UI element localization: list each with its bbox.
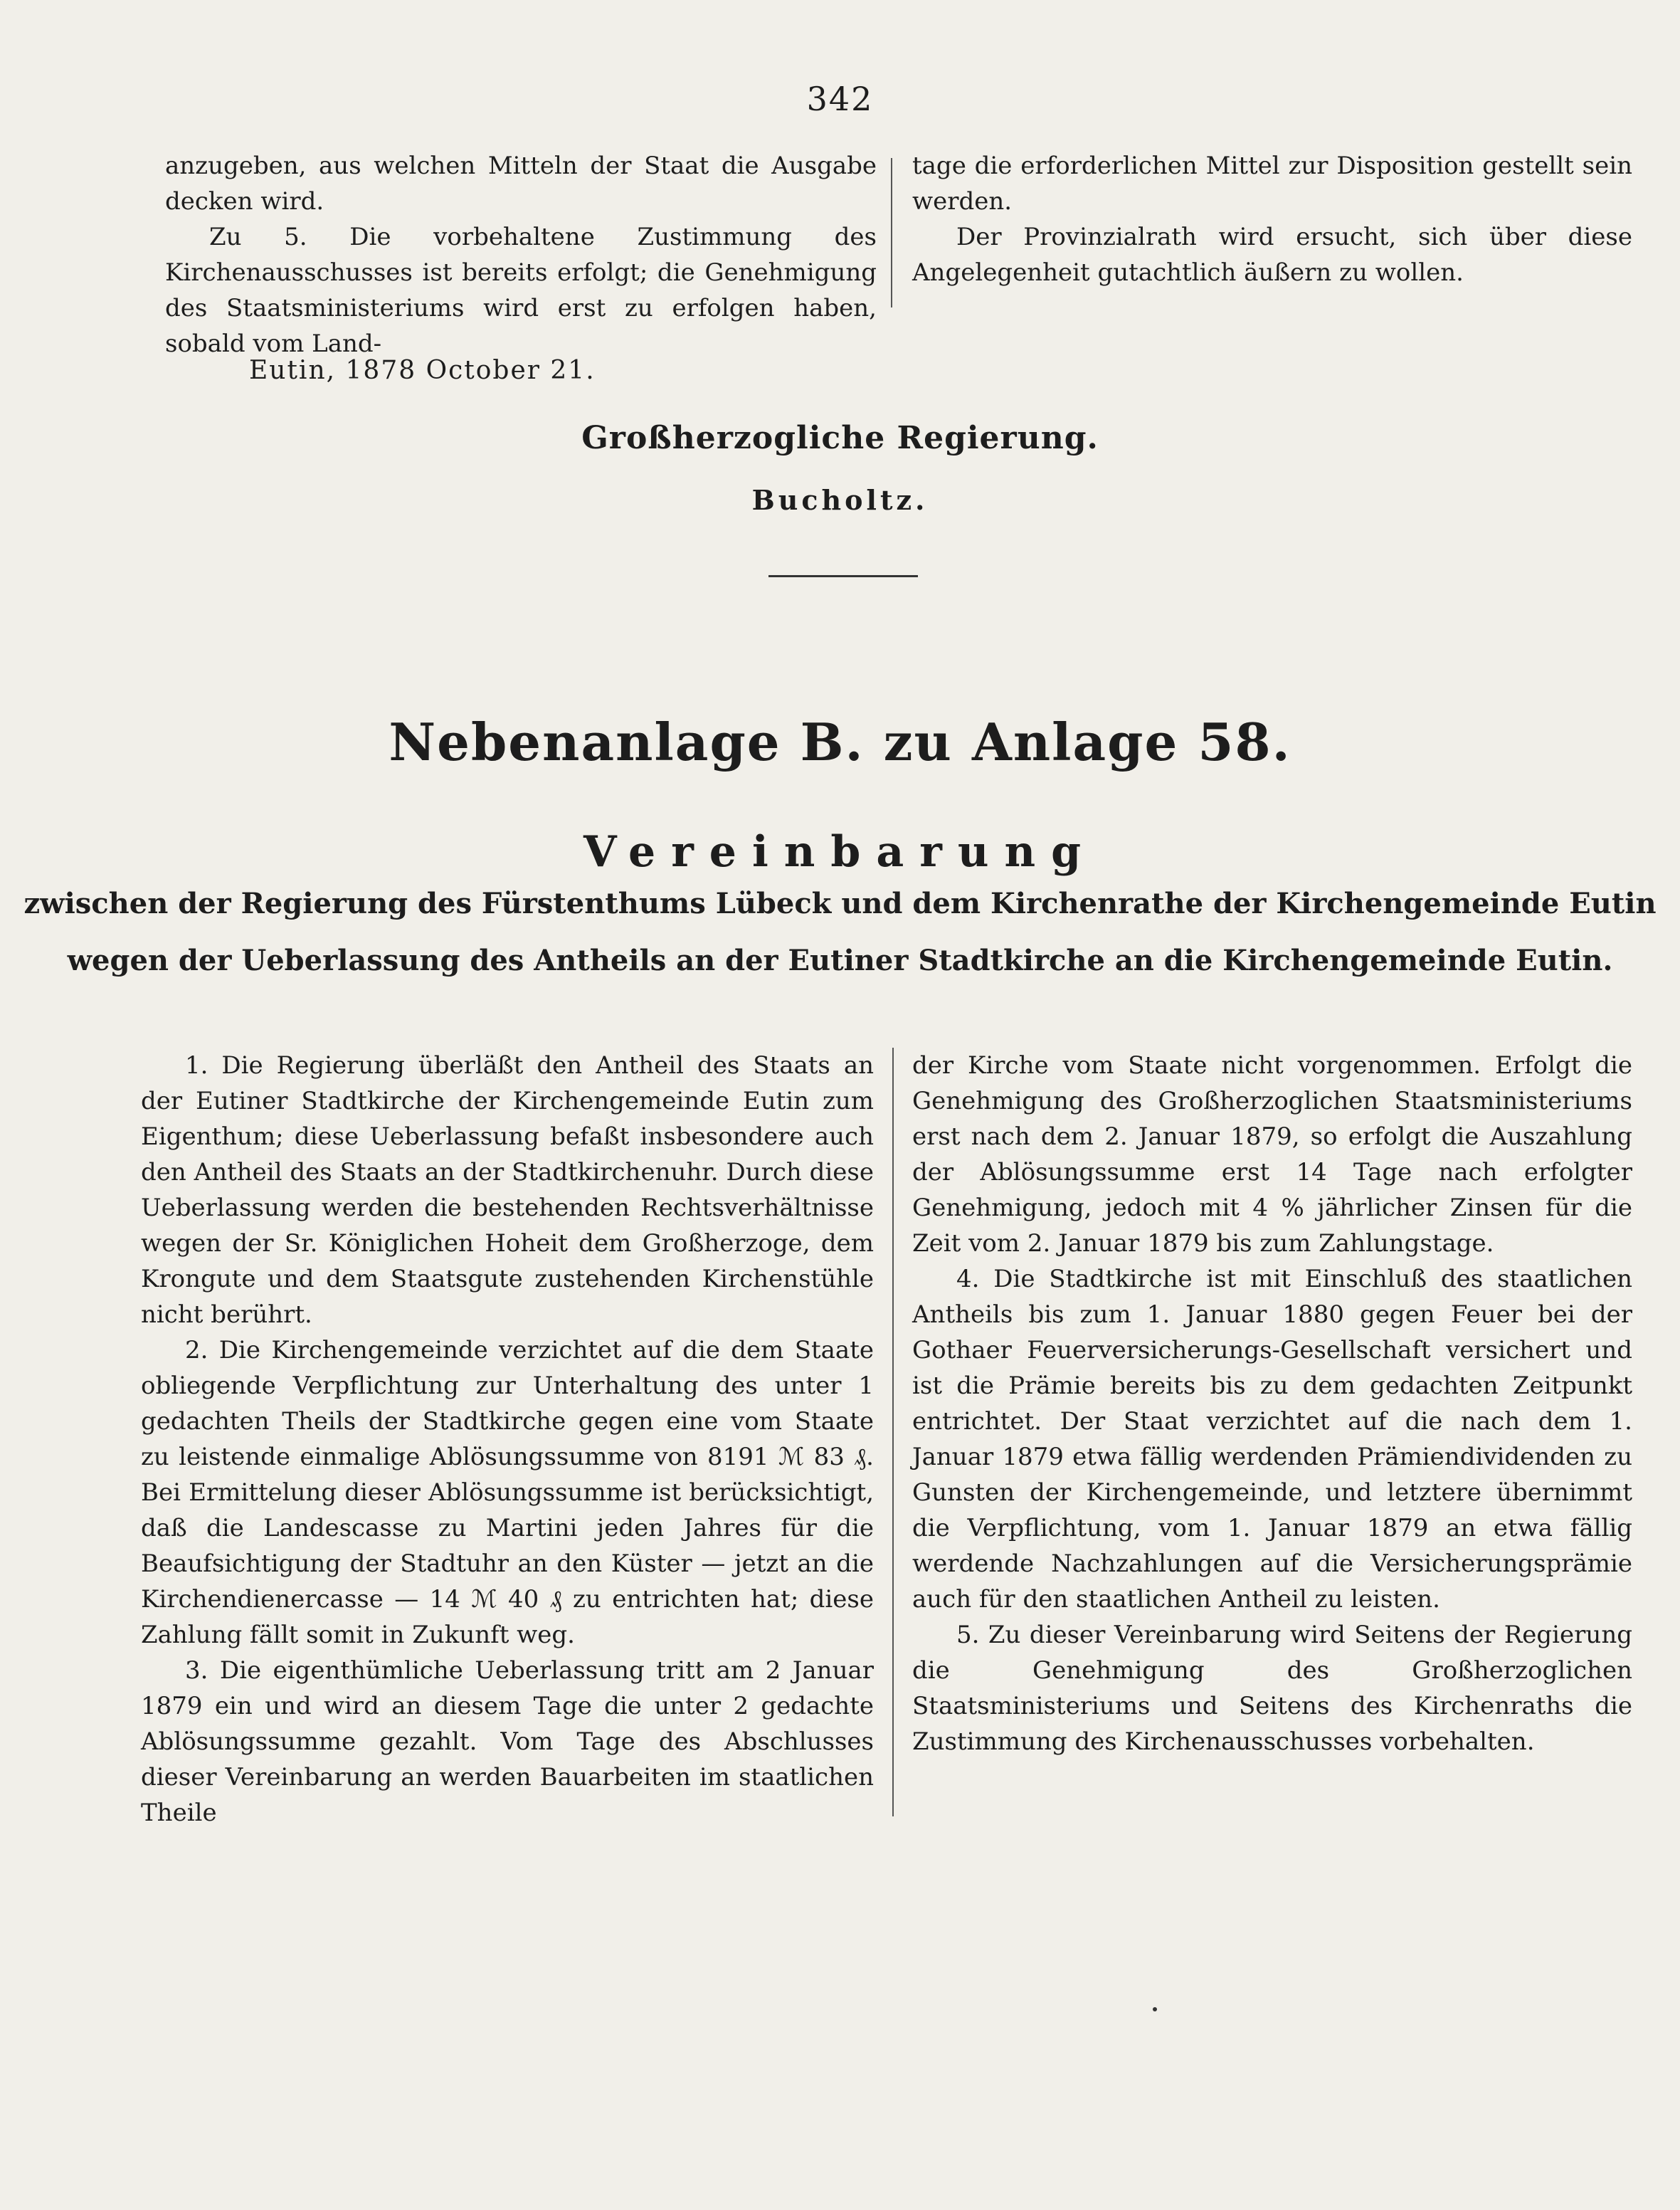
clause-paragraph: 4. Die Stadtkirche ist mit Einschluß des staatlichen Antheils bis zum 1. Januar 1880 gegen Feuer bei der Gothaer Feuerversicherungs-Gesellschaft versichert und ist die Prämie bereits bis zu dem gedachten Zeitpunkt entrichtet. Der Staat verzichtet auf die nach dem 1. Januar 1879 etwa fällig werdenden Prämiendividenden zu Gunsten der Kirchengemeinde, und letztere übernimmt die Verpflichtung, vom 1. Januar 1879 an etwa fällig werdende Nachzahlungen auf die Versicherungsprämie auch für den staatlichen Antheil zu leisten. [912,1265,1632,1614]
paragraph: Zu 5. Die vorbehaltene Zustimmung des Kirchenausschusses ist bereits erfolgt; die Genehmigung des Staatsministeriums wird erst zu erfolgen haben, sobald vom Land- [165,223,877,358]
annex-title: Nebenanlage B. zu Anlage 58. [389,712,1291,772]
clause-paragraph: 3. Die eigenthümliche Ueberlassung tritt am 2 Januar 1879 ein und wird an diesem Tage die unter 2 gedachte Ablösungssumme gezahlt. Vom Tage des Abschlusses dieser Vereinbarung an werden Bauarbeiten im staatlichen Theile [141,1656,874,1827]
body-left-column [141,1048,874,1831]
separator-rule [768,575,918,577]
column-divider [892,1048,894,1816]
clause-paragraph: 5. Zu dieser Vereinbarung wird Seitens der Regierung die Genehmigung des Großherzoglichen Staatsministeriums und Seitens des Kirchenraths die Zustimmung des Kirchenausschusses vorbehalten. [912,1621,1632,1756]
body-right-column [912,1048,1632,1759]
agreement-subtitle: zwischen der Regierung des Fürstenthums Lübeck und dem Kirchenrathe der Kirchengemeinde Eutin [23,887,1657,920]
paragraph: Der Provinzialrath wird ersucht, sich über diese Angelegenheit gutachtlich äußern zu wollen. [912,223,1632,287]
footer-mark [1153,2007,1157,2011]
agreement-subtitle: wegen der Ueberlassung des Antheils an der Eutiner Stadtkirche an die Kirchengemeinde Eutin. [67,944,1613,977]
page-number: 342 [806,80,874,118]
signature: Bucholtz. [751,484,929,516]
paragraph: anzugeben, aus welchen Mitteln der Staat die Ausgabe decken wird. [165,152,877,216]
place-date: Eutin, 1878 October 21. [249,356,596,385]
top-right-column [912,148,1632,290]
clause-paragraph: 2. Die Kirchengemeinde verzichtet auf die dem Staate obliegende Verpflichtung zur Unterhaltung des unter 1 gedachten Theils der Stadtkirche gegen eine vom Staate zu leistende einmalige Ablösungssumme von 8191 ℳ 83 ₰. Bei Ermittelung dieser Ablösungssumme ist berücksichtigt, daß die Landescasse zu Martini jeden Jahres für die Beaufsichtigung der Stadtuhr an den Küster — jetzt an die Kirchendienercasse — 14 ℳ 40 ₰ zu entrichten hat; diese Zahlung fällt somit in Zukunft weg. [141,1336,874,1649]
clause-paragraph: 1. Die Regierung überläßt den Antheil des Staats an der Eutiner Stadtkirche der Kirchengemeinde Eutin zum Eigenthum; diese Ueberlassung befaßt insbesondere auch den Antheil des Staats an der Stadtkirchenuhr. Durch diese Ueberlassung werden die bestehenden Rechtsverhältnisse wegen der Sr. Königlichen Hoheit dem Großherzoge, dem Krongute und dem Staatsgute zustehenden Kirchenstühle nicht berührt. [141,1051,874,1329]
paragraph: tage die erforderlichen Mittel zur Disposition gestellt sein werden. [912,152,1632,216]
issuing-authority: Großherzogliche Regierung. [581,420,1099,456]
top-left-column [165,148,877,362]
agreement-title: Vereinbarung [583,827,1097,877]
column-divider [891,158,892,307]
clause-paragraph: der Kirche vom Staate nicht vorgenommen. Erfolgt die Genehmigung des Großherzoglichen Staatsministeriums erst nach dem 2. Januar 1879, so erfolgt die Auszahlung der Ablösungssumme erst 14 Tage nach erfolgter Genehmigung, jedoch mit 4 % jährlicher Zinsen für die Zeit vom 2. Januar 1879 bis zum Zahlungstage. [912,1051,1632,1258]
